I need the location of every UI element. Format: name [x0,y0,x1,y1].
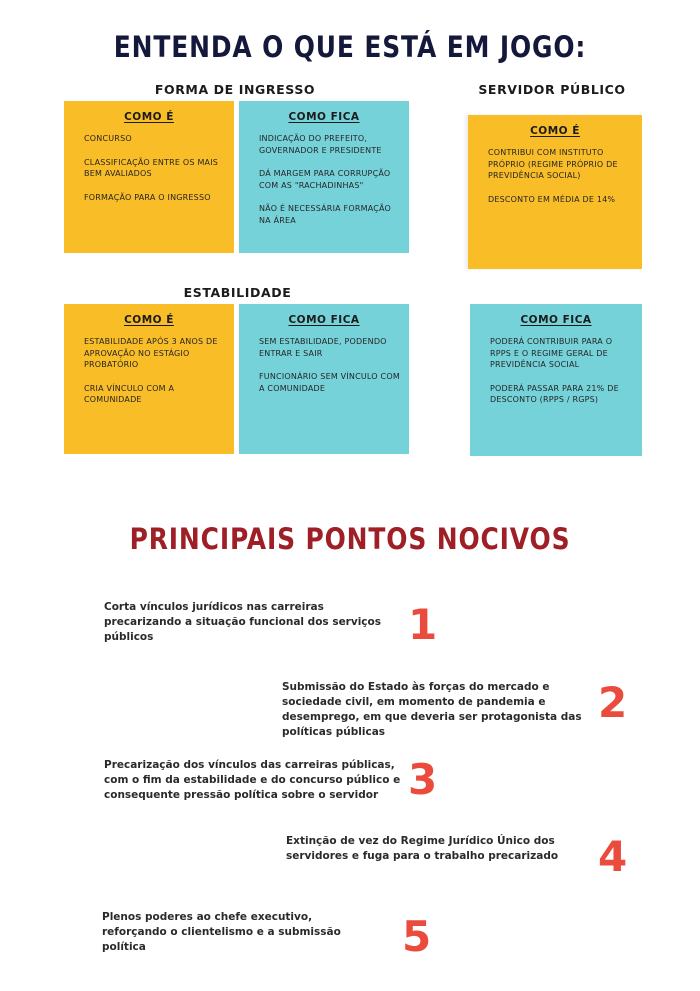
card-item: ESTABILIDADE APÓS 3 ANOS DE APROVAÇÃO NO ESTÁGIO PROBATÓRIO [84,337,218,369]
nocivo-point-4-number: 4 [598,832,628,881]
card-item: FORMAÇÃO PARA O INGRESSO [84,192,211,202]
card-item: CRIA VÍNCULO COM A COMUNIDADE [84,383,175,404]
section-title-forma-ingresso: FORMA DE INGRESSO [154,82,316,97]
card-item: SEM ESTABILIDADE, PODENDO ENTRAR E SAIR [259,337,387,358]
card-item: CONCURSO [84,134,132,143]
card-estabilidade-como-fica [239,304,409,454]
card-item: FUNCIONÁRIO SEM VÍNCULO COM A COMUNIDADE [259,372,400,393]
card-heading: COMO FICA [520,314,592,326]
card-body [239,123,409,226]
card-body [468,137,642,205]
card-body [470,326,642,406]
card-item: CLASSIFICAÇÃO ENTRE OS MAIS BEM AVALIADOS [84,157,219,178]
nocivo-point-2-text: Submissão do Estado às forças do mercado e sociedade civil, em momento de pandemia e desemprego, em que deveria ser protagonista das políticas públicas [282,681,582,738]
card-item: PODERÁ CONTRIBUIR PARA O RPPS E O REGIME GERAL DE PREVIDÊNCIA SOCIAL [490,337,613,369]
card-heading: COMO É [124,111,174,123]
nocivo-point-3-number: 3 [408,755,438,804]
card-forma-ingresso-como-e [64,101,234,253]
card-heading: COMO É [530,125,580,137]
card-body [64,326,234,406]
card-item: INDICAÇÃO DO PREFEITO, GOVERNADOR E PRESIDENTE [259,134,382,155]
nocivo-point-1-number: 1 [408,600,438,649]
card-item: NÃO É NECESSÁRIA FORMAÇÃO NA ÁREA [259,204,392,225]
nocivo-point-1-text: Corta vínculos jurídicos nas carreiras precarizando a situação funcional dos serviços públicos [104,601,381,643]
card-forma-ingresso-como-fica [239,101,409,253]
nocivos-title: PRINCIPAIS PONTOS NOCIVOS [129,522,571,556]
card-body [64,123,234,203]
card-item: CONTRIBUI COM INSTITUTO PRÓPRIO (REGIME PRÓPRIO DE PREVIDÊNCIA SOCIAL) [488,148,618,180]
nocivo-point-5-text: Plenos poderes ao chefe executivo, reforçando o clientelismo e a submissão política [102,911,341,953]
nocivo-point-3-text: Precarização dos vínculos das carreiras públicas, com o fim da estabilidade e do concurso público e consequente pressão política sobre o servidor [104,759,401,801]
nocivo-point-2-number: 2 [598,678,628,727]
card-body [239,326,409,394]
card-servidor-publico-como-fica [470,304,642,456]
card-heading: COMO É [124,314,174,326]
card-item: DESCONTO EM MÉDIA DE 14% [488,194,616,204]
card-item: DÁ MARGEM PARA CORRUPÇÃO COM AS "RACHADINHAS" [259,169,391,190]
card-heading: COMO FICA [288,111,360,123]
card-heading: COMO FICA [288,314,360,326]
nocivo-point-5-number: 5 [402,912,432,961]
card-estabilidade-como-e [64,304,234,454]
card-servidor-publico-como-e [468,115,642,269]
page-title: ENTENDA O QUE ESTÁ EM JOGO: [113,30,587,64]
nocivo-point-4-text: Extinção de vez do Regime Jurídico Único dos servidores e fuga para o trabalho precarizado [286,835,559,862]
section-title-estabilidade: ESTABILIDADE [183,285,292,300]
section-title-servidor-publico: SERVIDOR PÚBLICO [478,82,626,97]
card-item: PODERÁ PASSAR PARA 21% DE DESCONTO (RPPS / RGPS) [490,383,619,404]
